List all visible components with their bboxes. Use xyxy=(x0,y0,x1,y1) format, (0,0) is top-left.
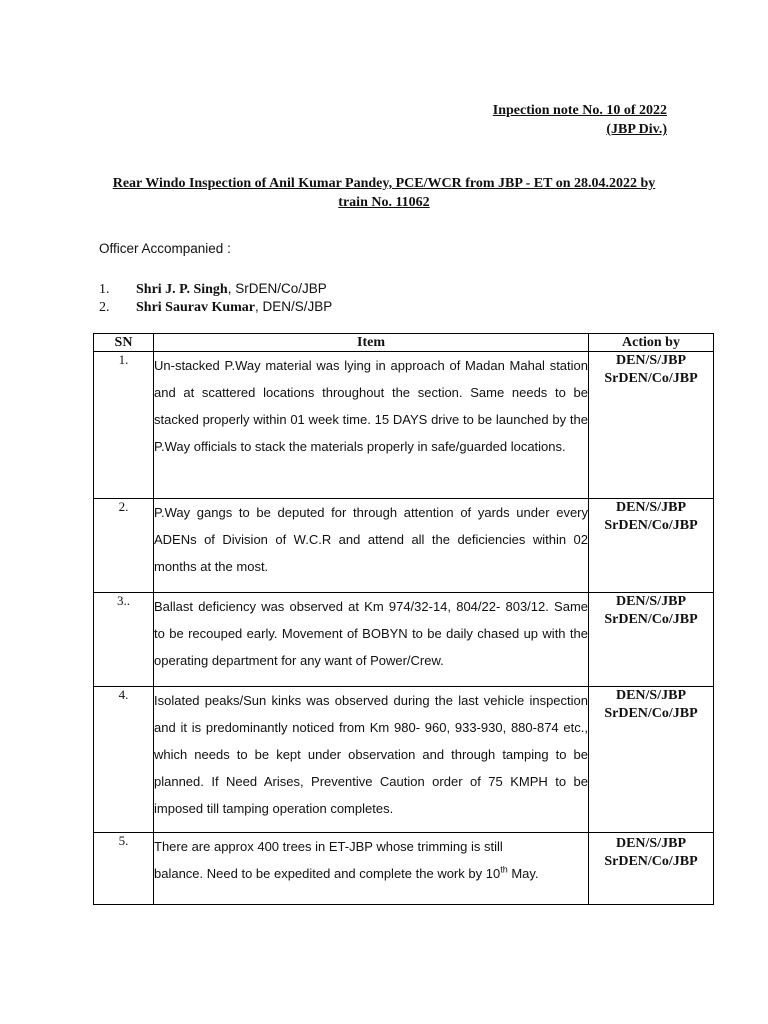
table-row xyxy=(94,499,714,593)
action-officer: SrDEN/Co/JBP xyxy=(604,371,698,386)
row-item xyxy=(154,499,589,593)
officer-name: Shri J. P. Singh xyxy=(136,282,228,297)
row-item-line: There are approx 400 trees in ET-JBP whose trimming is still xyxy=(154,839,503,854)
document-title: Rear Windo Inspection of Anil Kumar Pandey, PCE/WCR from JBP - ET on 28.04.2022 by train No. 11062 xyxy=(112,176,656,210)
row-item-line xyxy=(154,860,588,887)
officer-list-item xyxy=(99,280,327,299)
officer-number: 1. xyxy=(99,282,110,297)
header-item: Item xyxy=(154,334,589,352)
officer-accompanied-label: Officer Accompanied : xyxy=(99,241,231,256)
table-header-row xyxy=(94,334,714,352)
row-item-text: balance. Need to be expedited and complete the work by 10 xyxy=(154,866,501,881)
officer-role: , DEN/S/JBP xyxy=(255,299,333,314)
row-action-by xyxy=(589,499,714,593)
row-item-text: P.Way gangs to be deputed for through attention of yards under every ADENs of Division of W.C.R and attend all the deficiencies within 02 months at the most. xyxy=(154,505,588,574)
row-action-by xyxy=(589,593,714,687)
header-action-by: Action by xyxy=(589,334,714,352)
action-officer: DEN/S/JBP xyxy=(615,688,686,703)
action-officer: SrDEN/Co/JBP xyxy=(604,706,698,721)
note-number: Inpection note No. 10 of 2022 xyxy=(492,103,667,118)
row-sn: 5. xyxy=(94,833,154,905)
table-row xyxy=(94,593,714,687)
table-row xyxy=(94,833,714,905)
row-sn: 4. xyxy=(94,687,154,833)
action-officer: SrDEN/Co/JBP xyxy=(604,854,698,869)
row-item-text: Ballast deficiency was observed at Km 974/32-14, 804/22- 803/12. Same to be recouped early. Movement of BOBYN to be daily chased up with the operating department for any want of Power/Crew. xyxy=(154,599,588,668)
action-officer: SrDEN/Co/JBP xyxy=(604,518,698,533)
row-item xyxy=(154,352,589,499)
row-action-by xyxy=(589,833,714,905)
officer-role: , SrDEN/Co/JBP xyxy=(227,281,327,296)
header-sn: SN xyxy=(94,334,154,352)
inspection-note-header xyxy=(493,101,667,139)
row-item-text: Isolated peaks/Sun kinks was observed during the last vehicle inspection and it is predominantly noticed from Km 980- 960, 933-930, 880-874 etc., which needs to be kept under observation and through tamping to be planned. If Need Arises, Preventive Caution order of 75 KMPH to be imposed till tamping operation completes. xyxy=(154,693,588,816)
row-sn: 1. xyxy=(94,352,154,499)
ordinal-suffix: th xyxy=(500,864,508,875)
inspection-table xyxy=(93,333,714,905)
action-officer: SrDEN/Co/JBP xyxy=(604,612,698,627)
row-item xyxy=(154,687,589,833)
row-item-text: Un-stacked P.Way material was lying in approach of Madan Mahal station and at scattered locations throughout the section. Same needs to be stacked properly within 01 week time. 15 DAYS drive to be launched by the P.Way officials to stack the materials properly in safe/guarded locations. xyxy=(154,358,588,454)
row-action-by xyxy=(589,687,714,833)
action-officer: DEN/S/JBP xyxy=(615,500,686,515)
action-officer: DEN/S/JBP xyxy=(615,353,686,368)
row-sn: 2. xyxy=(94,499,154,593)
row-sn: 3.. xyxy=(94,593,154,687)
row-item xyxy=(154,833,589,905)
row-action-by xyxy=(589,352,714,499)
action-officer: DEN/S/JBP xyxy=(615,594,686,609)
row-item-text: May. xyxy=(507,866,539,881)
officer-number: 2. xyxy=(99,300,110,315)
action-officer: DEN/S/JBP xyxy=(615,836,686,851)
table-row xyxy=(94,687,714,833)
note-division: (JBP Div.) xyxy=(606,122,667,137)
row-item xyxy=(154,593,589,687)
table-row xyxy=(94,352,714,499)
officer-name: Shri Saurav Kumar xyxy=(136,300,256,315)
officer-list-item xyxy=(99,298,332,317)
